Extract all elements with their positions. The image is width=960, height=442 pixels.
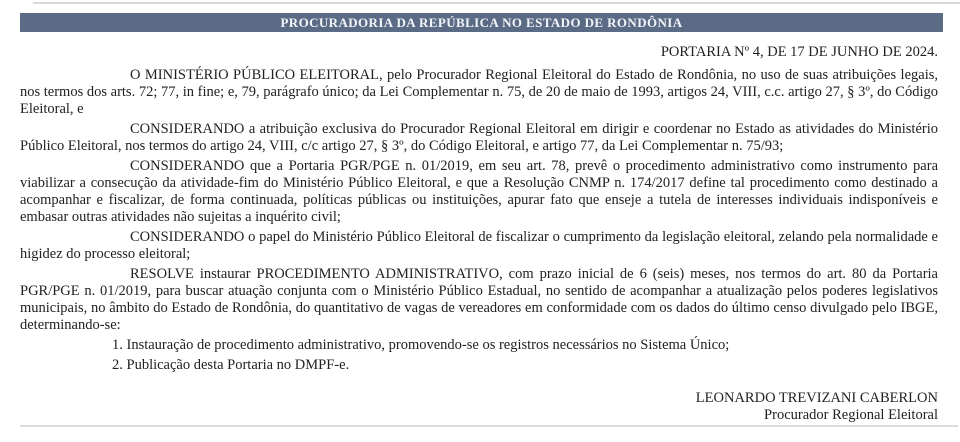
signature-name: LEONARDO TREVIZANI CABERLON xyxy=(695,390,938,406)
paragraph-considerando-1: CONSIDERANDO a atribuição exclusiva do Procurador Regional Eleitoral em dirigir e coordenar no Estado as atividades do Ministério Público Eleitoral, nos termos do artigo 24, VIII, c/c artigo 27, § 3º, do Código Eleitoral, e artigo 77, da Lei Complementar n. 75/93; xyxy=(20,121,938,154)
ordered-item-2: 2. Publicação desta Portaria no DMPF-e. xyxy=(112,357,350,373)
bottom-divider xyxy=(20,425,958,427)
document-body xyxy=(20,67,938,374)
signature-role: Procurador Regional Eleitoral xyxy=(764,407,938,423)
signature-block xyxy=(696,390,938,424)
portaria-number-line: PORTARIA Nº 4, DE 17 DE JUNHO DE 2024. xyxy=(660,44,938,60)
paragraph-considerando-2: CONSIDERANDO que a Portaria PGR/PGE n. 01/2019, em seu art. 78, prevê o procedimento administrativo como instrumento para viabilizar a consecução da atividade-fim do Ministério Público Eleitoral, e que a Resolução CNMP n. 174/2017 define tal procedimento como destinado a acompanhar e fiscalizar, de forma continuada, políticas públicas ou instituições, apurar fato que enseje a tutela de interesses individuais indisponíveis e embasar outras atividades não sujeitas a inquérito civil; xyxy=(20,158,938,225)
header-bar-title: PROCURADORIA DA REPÚBLICA NO ESTADO DE RONDÔNIA xyxy=(280,15,683,30)
paragraph-resolve: RESOLVE instaurar PROCEDIMENTO ADMINISTRATIVO, com prazo inicial de 6 (seis) meses, nos termos do art. 80 da Portaria PGR/PGE n. 01/2019, para buscar atuação conjunta com o Ministério Público Estadual, no sentido de acompanhar a atualização pelos poderes legislativos municipais, no âmbito do Estado de Rondônia, do quantitativo de vagas de vereadores em conformidade com os dados do último censo divulgado pelo IBGE, determinando-se: xyxy=(20,266,938,333)
ordered-item-1: 1. Instauração de procedimento administrativo, promovendo-se os registros necessários no Sistema Único; xyxy=(112,337,730,353)
header-bar xyxy=(20,13,943,32)
paragraph-preamble: O MINISTÉRIO PÚBLICO ELEITORAL, pelo Procurador Regional Eleitoral do Estado de Rondônia, no uso de suas atribuições legais, nos termos dos arts. 72; 77, in fine; e, 79, parágrafo único; da Lei Complementar n. 75, de 20 de maio de 1993, artigos 24, VIII, c.c. artigo 27, § 3º, do Código Eleitoral, e xyxy=(20,67,938,117)
top-divider xyxy=(33,2,960,4)
paragraph-considerando-3: CONSIDERANDO o papel do Ministério Público Eleitoral de fiscalizar o cumprimento da legislação eleitoral, zelando pela normalidade e higidez do processo eleitoral; xyxy=(20,229,938,262)
